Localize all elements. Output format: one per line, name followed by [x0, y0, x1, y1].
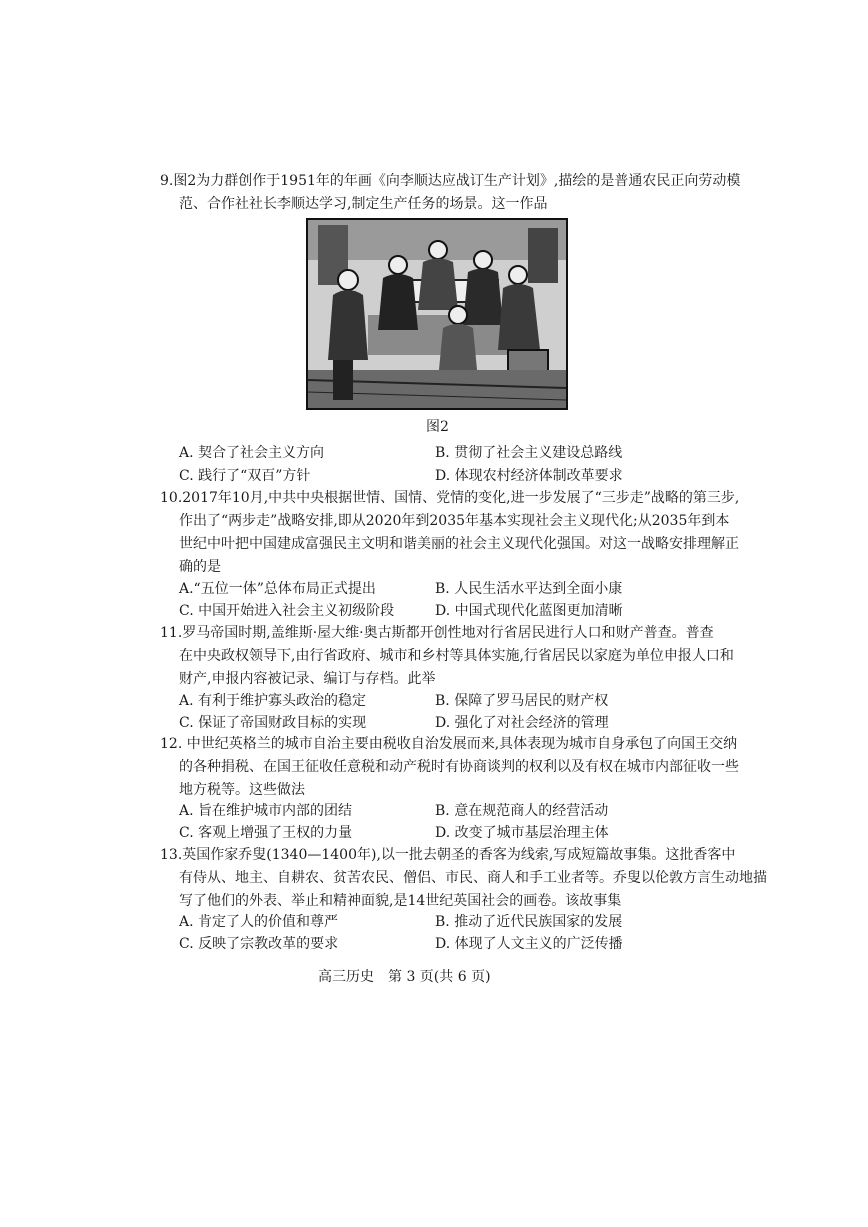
q12-option-a: A. 旨在维护城市内部的团结 — [179, 803, 353, 819]
q9-option-d: D. 体现农村经济体制改革要求 — [435, 468, 623, 484]
q12-stem-line-1: 12. 中世纪英格兰的城市自治主要由税收自治发展而来,具体表现为城市自身承包了向国王交纳 — [160, 736, 738, 752]
q10-stem-line-3: 世纪中叶把中国建成富强民主文明和谐美丽的社会主义现代化强国。对这一战略安排理解正 — [179, 536, 739, 552]
q12-option-c: C. 客观上增强了王权的力量 — [179, 825, 353, 841]
q12-stem-line-2: 的各种捐税、在国王征收任意税和动产税时有协商谈判的权利以及有权在城市内部征收一些 — [179, 759, 739, 775]
q10-option-b: B. 人民生活水平达到全面小康 — [435, 581, 623, 597]
q12-option-b: B. 意在规范商人的经营活动 — [435, 803, 609, 819]
q13-stem-line-1: 13.英国作家乔叟(1340—1400年),以一批去朝圣的香客为线索,写成短篇故事集。这批香客中 — [160, 847, 736, 863]
q13-option-c: C. 反映了宗教改革的要求 — [179, 936, 339, 952]
woodcut-illustration — [308, 220, 566, 408]
q10-option-c: C. 中国开始进入社会主义初级阶段 — [179, 603, 395, 619]
figure-caption: 图2 — [426, 419, 449, 435]
q11-option-d: D. 强化了对社会经济的管理 — [435, 715, 609, 731]
q11-option-b: B. 保障了罗马居民的财产权 — [435, 693, 609, 709]
q11-stem-line-3: 财产,申报内容被记录、编订与存档。此举 — [179, 671, 436, 687]
q10-stem-line-2: 作出了“两步走”战略安排,即从2020年到2035年基本实现社会主义现代化;从2035年到本 — [179, 513, 730, 529]
q9-option-c: C. 践行了“双百”方针 — [179, 468, 311, 484]
q10-stem-line-4: 确的是 — [179, 559, 221, 575]
q11-stem-line-1: 11.罗马帝国时期,盖维斯·屋大维·奥古斯都开创性地对行省居民进行人口和财产普查。普查 — [160, 625, 714, 641]
q13-option-d: D. 体现了人文主义的广泛传播 — [435, 936, 623, 952]
q13-option-a: A. 肯定了人的价值和尊严 — [179, 914, 339, 930]
figure-woodcut-image — [306, 218, 568, 410]
q9-option-a: A. 契合了社会主义方向 — [179, 445, 325, 461]
q11-option-c: C. 保证了帝国财政目标的实现 — [179, 715, 367, 731]
q11-option-a: A. 有利于维护寡头政治的稳定 — [179, 693, 367, 709]
q9-option-b: B. 贯彻了社会主义建设总路线 — [435, 445, 623, 461]
q9-stem-line-2: 范、合作社社长李顺达学习,制定生产任务的场景。这一作品 — [179, 196, 548, 212]
q10-stem-line-1: 10.2017年10月,中共中央根据世情、国情、党情的变化,进一步发展了“三步走”战略的第三步, — [160, 490, 740, 506]
q10-option-d: D. 中国式现代化蓝图更加清晰 — [435, 603, 623, 619]
q11-stem-line-2: 在中央政权领导下,由行省政府、城市和乡村等具体实施,行省居民以家庭为单位申报人口和 — [179, 648, 734, 664]
page-footer: 高三历史 第 3 页(共 6 页) — [318, 969, 491, 985]
q13-option-b: B. 推动了近代民族国家的发展 — [435, 914, 623, 930]
q10-option-a: A.“五位一体”总体布局正式提出 — [179, 581, 376, 597]
q12-stem-line-3: 地方税等。这些做法 — [179, 782, 305, 798]
q9-stem-line-1: 9.图2为力群创作于1951年的年画《向李顺达应战订生产计划》,描绘的是普通农民正向劳动模 — [160, 173, 741, 189]
q12-option-d: D. 改变了城市基层治理主体 — [435, 825, 609, 841]
q13-stem-line-2: 有侍从、地主、自耕农、贫苦农民、僧侣、市民、商人和手工业者等。乔叟以伦敦方言生动地描 — [179, 870, 767, 886]
q13-stem-line-3: 写了他们的外表、举止和精神面貌,是14世纪英国社会的画卷。该故事集 — [179, 893, 622, 909]
